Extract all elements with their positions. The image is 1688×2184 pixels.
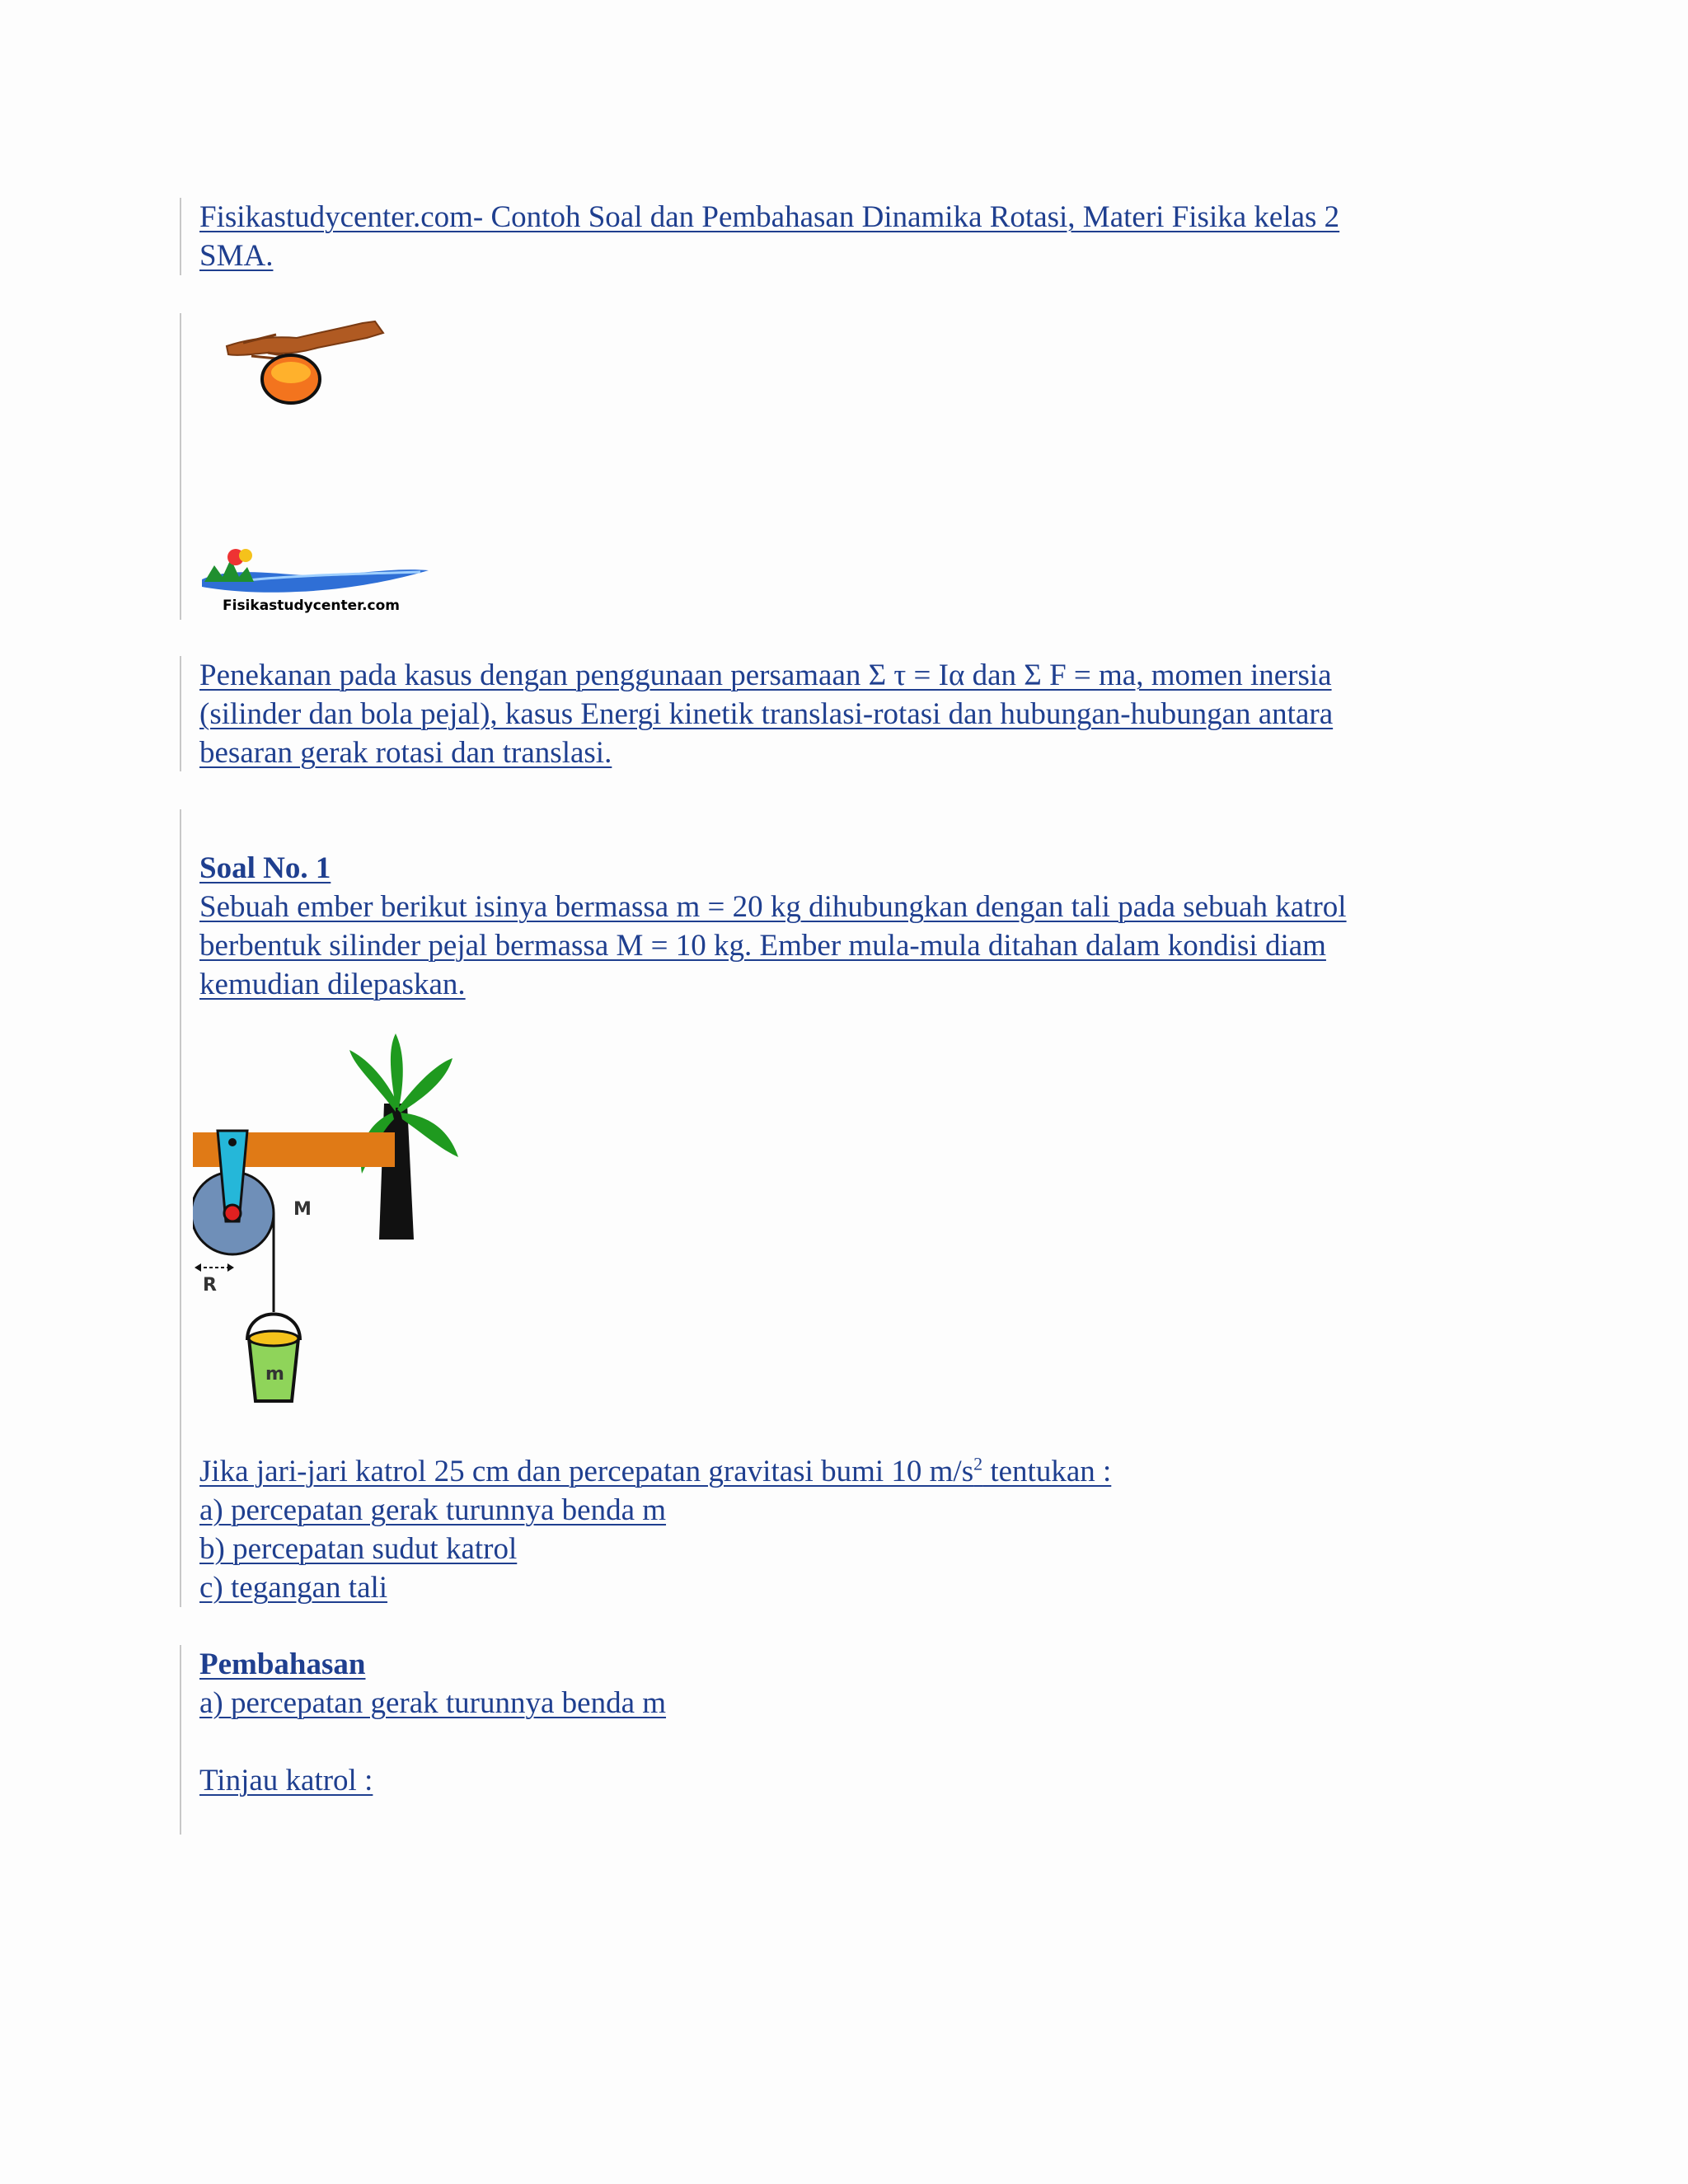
- problem-block: [180, 809, 1498, 1607]
- header-block: [180, 198, 1498, 275]
- problem-title[interactable]: Soal No. 1: [199, 851, 331, 885]
- hand-dropping-ball-image: [218, 313, 408, 420]
- question-line1-text: Jika jari-jari katrol 25 cm dan percepatan gravitasi bumi 10 m/s: [199, 1455, 974, 1488]
- question-line1-end: tentukan :: [982, 1455, 1112, 1488]
- site-logo-image: [198, 534, 437, 616]
- question-c[interactable]: c) tegangan tali: [199, 1571, 388, 1605]
- logo-text: Fisikastudycenter.com: [223, 598, 401, 614]
- solution-a[interactable]: a) percepatan gerak turunnya benda m: [199, 1686, 667, 1720]
- label-m: m: [265, 1364, 284, 1385]
- intro-line2[interactable]: (silinder dan bola pejal), kasus Energi kinetik translasi-rotasi dan hubungan-hubungan antara: [199, 697, 1334, 731]
- question-line1[interactable]: [199, 1452, 1111, 1491]
- illustration-block: [180, 313, 1498, 620]
- question-b[interactable]: b) percepatan sudut katrol: [199, 1532, 518, 1566]
- intro-line1[interactable]: Penekanan pada kasus dengan penggunaan persamaan Σ τ = Iα dan Σ F = ma, momen inersia: [199, 658, 1332, 692]
- pulley-bucket-figure: [193, 1033, 473, 1421]
- problem-line2[interactable]: berbentuk silinder pejal bermassa M = 10 kg. Ember mula-mula ditahan dalam kondisi diam: [199, 929, 1326, 963]
- problem-line1[interactable]: Sebuah ember berikut isinya bermassa m = 20 kg dihubungkan dengan tali pada sebuah katrol: [199, 890, 1347, 924]
- header-link-line1[interactable]: Fisikastudycenter.com- Contoh Soal dan Pembahasan Dinamika Rotasi, Materi Fisika kelas 2: [199, 200, 1340, 234]
- label-M: M: [293, 1199, 312, 1220]
- problem-line3[interactable]: kemudian dilepaskan.: [199, 968, 466, 1001]
- header-link-line2[interactable]: SMA.: [199, 239, 274, 273]
- question-a[interactable]: a) percepatan gerak turunnya benda m: [199, 1493, 667, 1527]
- solution-step[interactable]: Tinjau katrol :: [199, 1764, 373, 1797]
- solution-block: [180, 1645, 1498, 1835]
- label-R: R: [203, 1275, 217, 1296]
- solution-title[interactable]: Pembahasan: [199, 1647, 366, 1681]
- intro-line3[interactable]: besaran gerak rotasi dan translasi.: [199, 736, 612, 770]
- intro-block: [180, 656, 1498, 771]
- question-superscript: 2: [973, 1453, 983, 1474]
- spacer: [199, 1722, 1498, 1761]
